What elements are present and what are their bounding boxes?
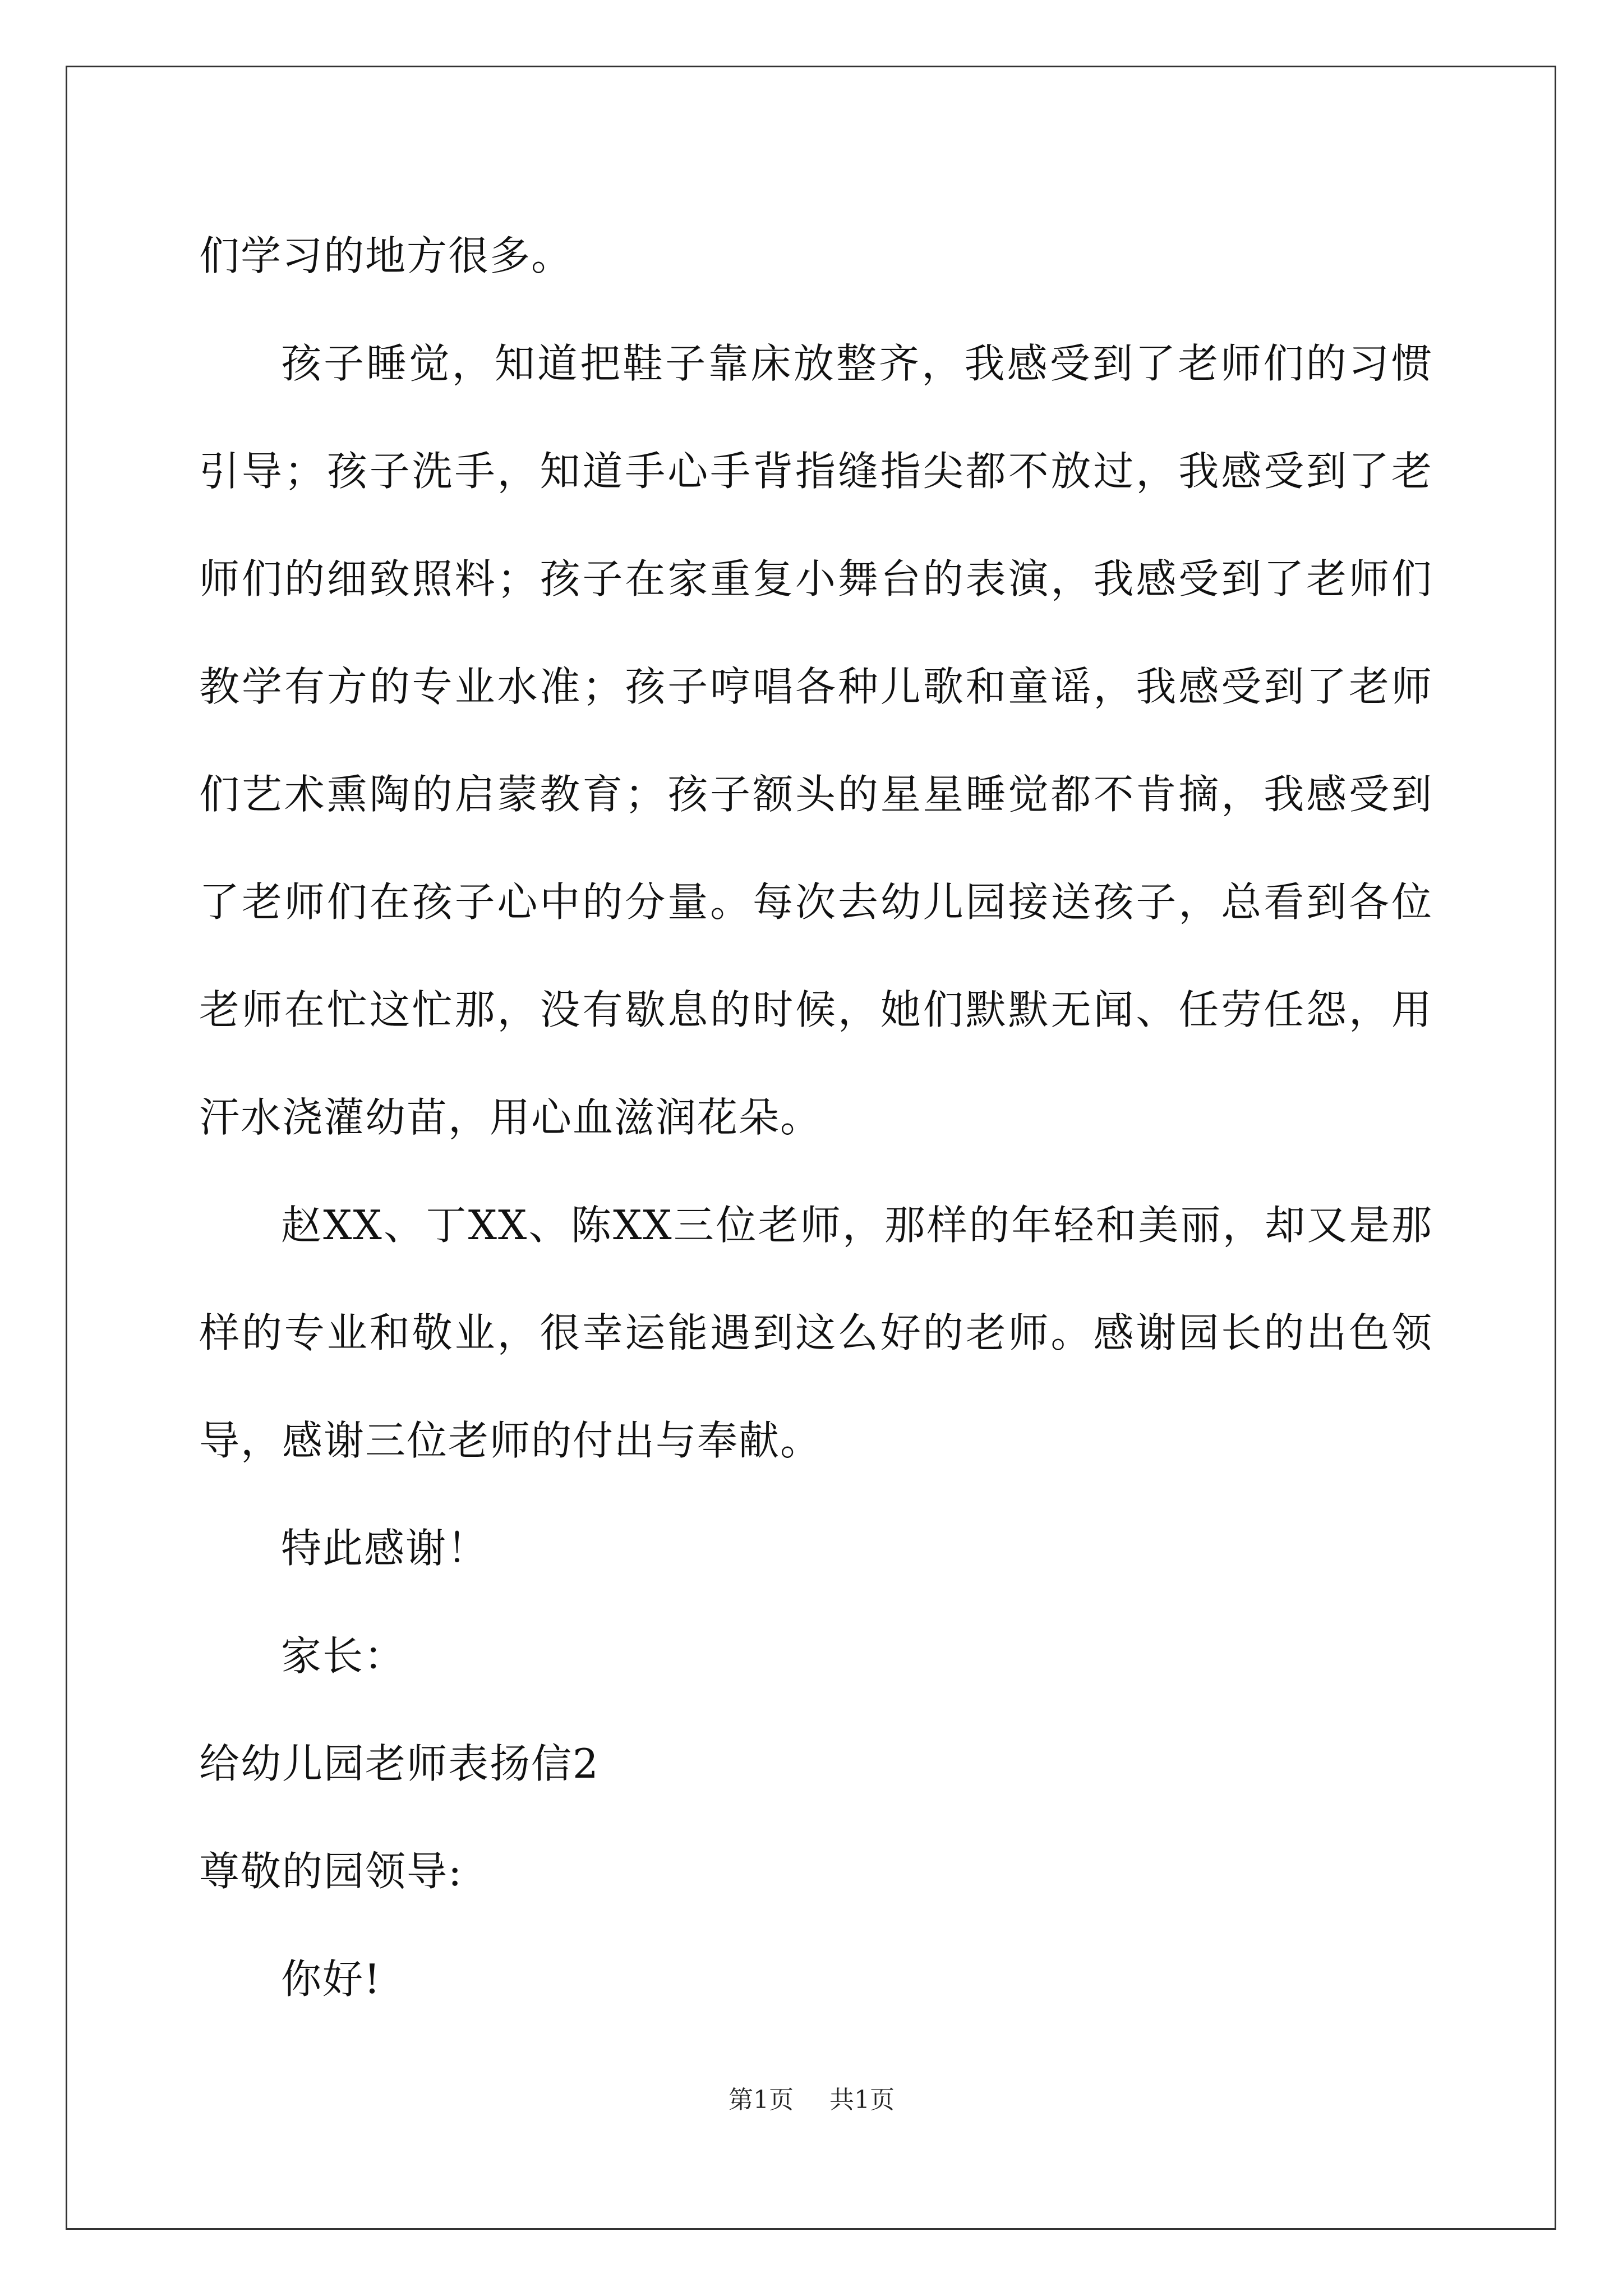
- document-body: [199, 202, 1433, 2033]
- paragraph-child-habits: 孩子睡觉，知道把鞋子靠床放整齐，我感受到了老师们的习惯引导；孩子洗手，知道手心手背指缝指尖都不放过，我感受到了老师们的细致照料；孩子在家重复小舞台的表演，我感受到了老师们教学有方的专业水准；孩子哼唱各种儿歌和童谣，我感受到了老师们艺术熏陶的启蒙教育；孩子额头的星星睡觉都不肯摘，我感受到了老师们在孩子心中的分量。每次去幼儿园接送孩子，总看到各位老师在忙这忙那，没有歇息的时候，她们默默无闻、任劳任怨，用汗水浇灌幼苗，用心血滋润花朵。: [199, 340, 1433, 1141]
- page-footer: [0, 2083, 1623, 2117]
- page-total: 共1页: [829, 2086, 895, 2114]
- page-number: 第1页: [728, 2086, 794, 2114]
- section-heading-letter-2: 给幼儿园老师表扬信2: [199, 1740, 600, 1787]
- paragraph-teachers-praise: 赵XX、丁XX、陈XX三位老师，那样的年轻和美丽，却又是那样的专业和敬业，很幸运能遇到这么好的老师。感谢园长的出色领导，感谢三位老师的付出与奉献。: [199, 1202, 1433, 1464]
- paragraph-greeting: 你好!: [281, 1955, 381, 2003]
- paragraph-salutation: 尊敬的园领导:: [199, 1848, 463, 1895]
- paragraph-thanks: 特此感谢！: [281, 1525, 489, 1572]
- paragraph-continuation: 们学习的地方很多。: [199, 232, 573, 279]
- paragraph-signature-parent: 家长：: [281, 1632, 406, 1680]
